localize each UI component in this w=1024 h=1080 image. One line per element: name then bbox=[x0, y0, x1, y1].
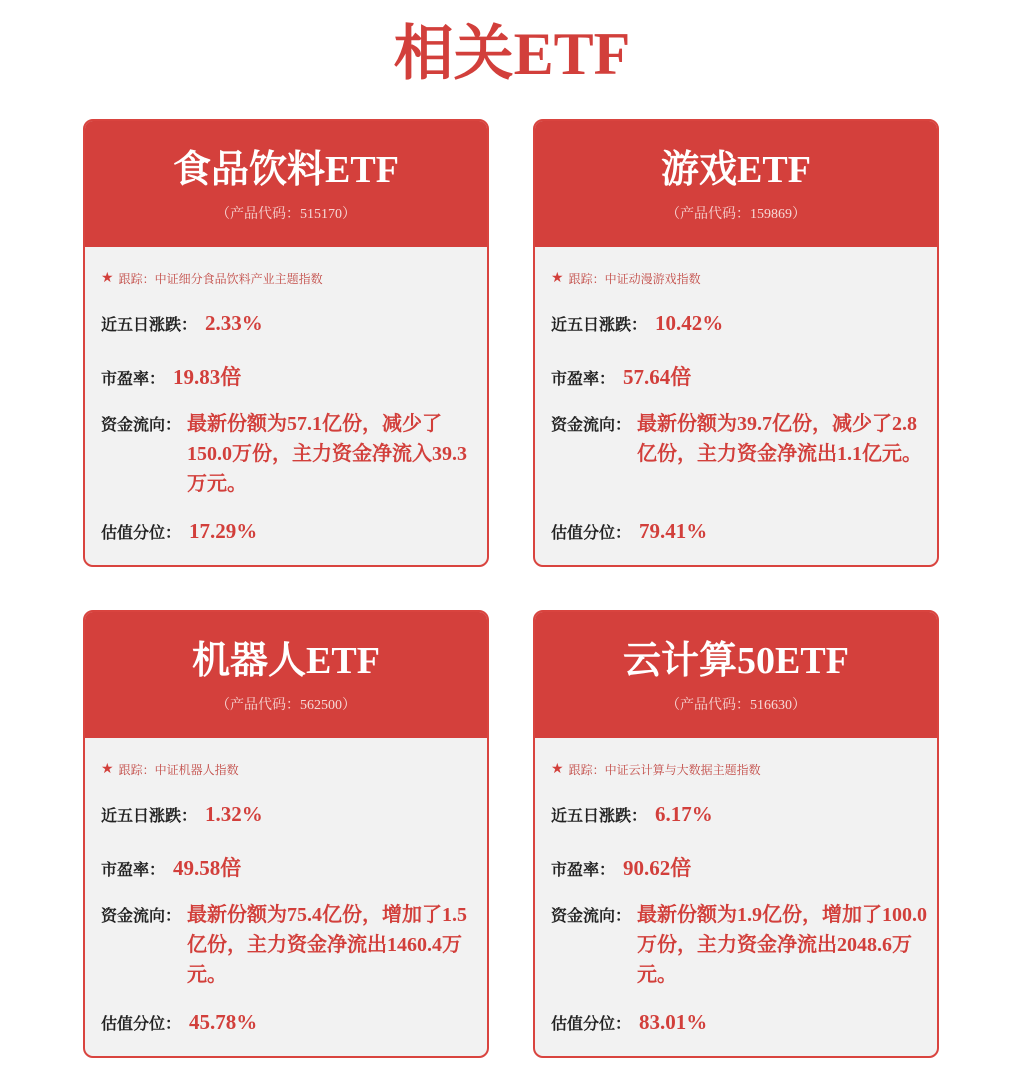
card-title: 游戏ETF bbox=[661, 149, 811, 191]
five-day-change-row bbox=[101, 802, 263, 827]
pe-ratio-value: 57.64倍 bbox=[623, 365, 692, 389]
fund-flow-value: 最新份额为75.4亿份，增加了1.5亿份，主力资金净流出1460.4万元。 bbox=[187, 904, 468, 986]
tracking-index-name: 中证机器人指数 bbox=[154, 762, 239, 777]
valuation-percentile-row bbox=[551, 1010, 707, 1035]
fund-flow-value: 最新份额为39.7亿份，减少了2.8亿份，主力资金净流出1.1亿元。 bbox=[637, 413, 923, 465]
card-header bbox=[85, 121, 487, 247]
five-day-change-value: 1.32% bbox=[205, 802, 263, 826]
star-icon: ★ bbox=[101, 270, 114, 286]
five-day-change-value: 6.17% bbox=[655, 802, 713, 826]
valuation-percentile-value: 83.01% bbox=[639, 1010, 708, 1034]
valuation-percentile-row bbox=[551, 519, 707, 544]
tracking-label: 跟踪： bbox=[118, 271, 155, 286]
card-title: 食品饮料ETF bbox=[173, 149, 399, 191]
product-code: （产品代码：515170） bbox=[216, 207, 356, 222]
fund-flow-row bbox=[101, 900, 477, 990]
fund-flow-label: 资金流向： bbox=[551, 906, 632, 925]
valuation-percentile-label: 估值分位： bbox=[101, 1014, 182, 1033]
tracking-index-name: 中证细分食品饮料产业主题指数 bbox=[154, 271, 323, 286]
tracking-label: 跟踪： bbox=[568, 271, 605, 286]
five-day-change-row bbox=[551, 802, 713, 827]
fund-flow-row bbox=[551, 900, 927, 990]
valuation-percentile-value: 17.29% bbox=[189, 519, 258, 543]
etf-card-food-beverage bbox=[83, 119, 489, 567]
card-header bbox=[85, 612, 487, 738]
five-day-change-label: 近五日涨跌： bbox=[101, 315, 198, 334]
card-title: 机器人ETF bbox=[192, 640, 380, 682]
pe-ratio-value: 49.58倍 bbox=[173, 856, 242, 880]
star-icon: ★ bbox=[551, 761, 564, 777]
tracking-label: 跟踪： bbox=[568, 762, 605, 777]
pe-ratio-row bbox=[551, 852, 691, 882]
pe-ratio-value: 19.83倍 bbox=[173, 365, 242, 389]
tracking-index bbox=[551, 267, 701, 289]
pe-ratio-label: 市盈率： bbox=[551, 860, 616, 879]
star-icon: ★ bbox=[551, 270, 564, 286]
tracking-index bbox=[551, 758, 761, 780]
valuation-percentile-value: 79.41% bbox=[639, 519, 708, 543]
pe-ratio-label: 市盈率： bbox=[551, 369, 616, 388]
fund-flow-label: 资金流向： bbox=[101, 906, 182, 925]
pe-ratio-row bbox=[101, 852, 241, 882]
valuation-percentile-label: 估值分位： bbox=[551, 1014, 632, 1033]
five-day-change-label: 近五日涨跌： bbox=[551, 806, 648, 825]
fund-flow-value: 最新份额为57.1亿份，减少了150.0万份，主力资金净流入39.3万元。 bbox=[187, 413, 468, 495]
fund-flow-label: 资金流向： bbox=[101, 415, 182, 434]
product-code: （产品代码：562500） bbox=[216, 698, 356, 713]
five-day-change-value: 10.42% bbox=[655, 311, 724, 335]
star-icon: ★ bbox=[101, 761, 114, 777]
tracking-label: 跟踪： bbox=[118, 762, 155, 777]
tracking-index bbox=[101, 758, 239, 780]
fund-flow-row bbox=[101, 409, 477, 499]
card-title: 云计算50ETF bbox=[623, 640, 849, 682]
valuation-percentile-row bbox=[101, 519, 257, 544]
five-day-change-label: 近五日涨跌： bbox=[551, 315, 648, 334]
five-day-change-label: 近五日涨跌： bbox=[101, 806, 198, 825]
etf-card-gaming bbox=[533, 119, 939, 567]
tracking-index bbox=[101, 267, 323, 289]
pe-ratio-row bbox=[551, 361, 691, 391]
card-header bbox=[535, 121, 937, 247]
five-day-change-value: 2.33% bbox=[205, 311, 263, 335]
card-header bbox=[535, 612, 937, 738]
five-day-change-row bbox=[101, 311, 263, 336]
valuation-percentile-value: 45.78% bbox=[189, 1010, 258, 1034]
product-code: （产品代码：516630） bbox=[666, 698, 806, 713]
five-day-change-row bbox=[551, 311, 723, 336]
tracking-index-name: 中证云计算与大数据主题指数 bbox=[604, 762, 761, 777]
etf-card-cloud-computing bbox=[533, 610, 939, 1058]
pe-ratio-row bbox=[101, 361, 241, 391]
pe-ratio-value: 90.62倍 bbox=[623, 856, 692, 880]
pe-ratio-label: 市盈率： bbox=[101, 369, 166, 388]
tracking-index-name: 中证动漫游戏指数 bbox=[604, 271, 701, 286]
pe-ratio-label: 市盈率： bbox=[101, 860, 166, 879]
etf-card-robotics bbox=[83, 610, 489, 1058]
valuation-percentile-row bbox=[101, 1010, 257, 1035]
fund-flow-row bbox=[551, 409, 927, 469]
fund-flow-label: 资金流向： bbox=[551, 415, 632, 434]
page-title: 相关ETF bbox=[393, 21, 631, 87]
fund-flow-value: 最新份额为1.9亿份，增加了100.0万份，主力资金净流出2048.6万元。 bbox=[637, 904, 928, 986]
product-code: （产品代码：159869） bbox=[666, 207, 806, 222]
valuation-percentile-label: 估值分位： bbox=[101, 523, 182, 542]
valuation-percentile-label: 估值分位： bbox=[551, 523, 632, 542]
